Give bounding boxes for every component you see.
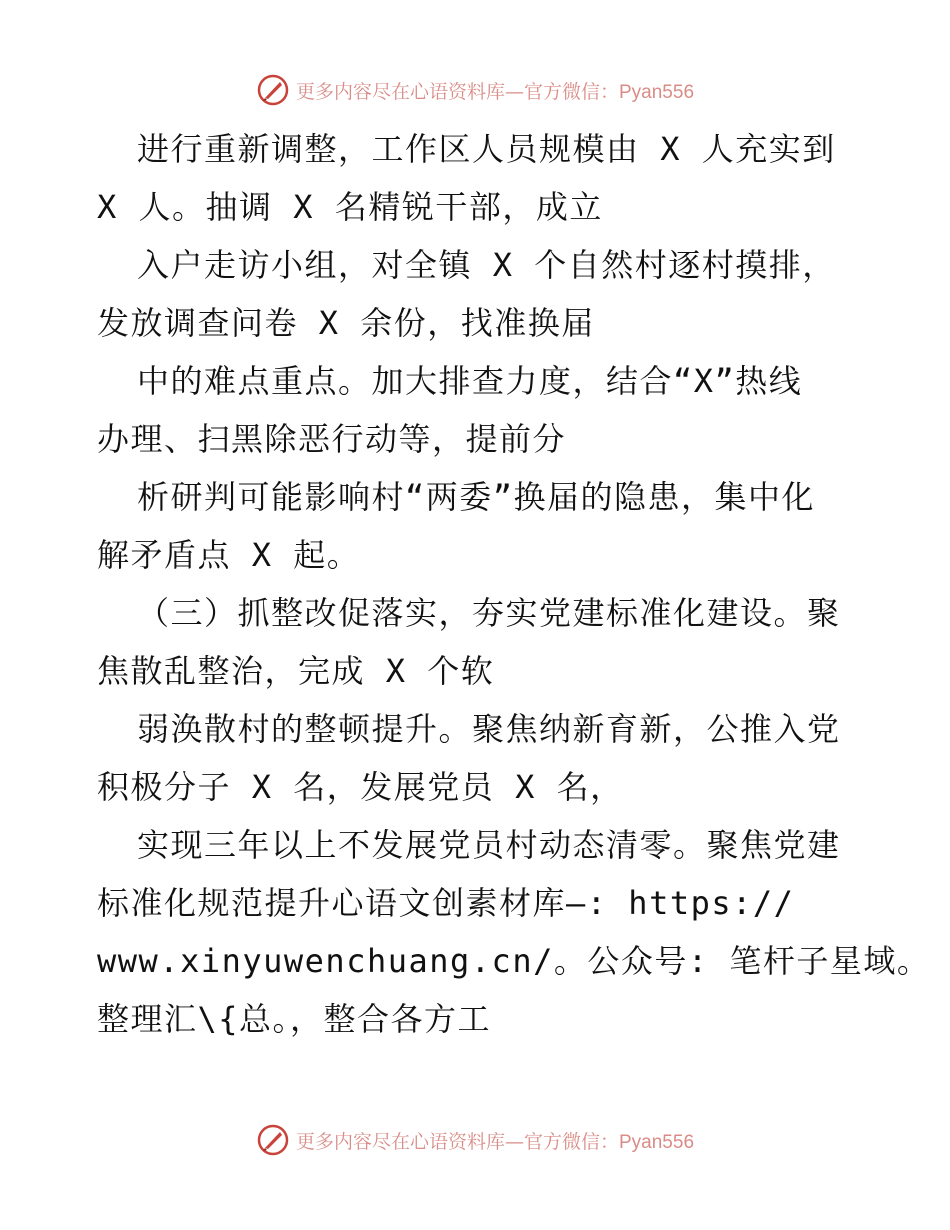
watermark-label: 更多内容尽在心语资料库—官方微信： [295, 1130, 619, 1153]
quill-pen-logo-icon [256, 73, 290, 107]
body-text-line: 入户走访小组，对全镇 X 个自然村逐村摸排， [137, 246, 836, 284]
body-text-line: 中的难点重点。加大排查力度，结合“X”热线 [137, 362, 803, 400]
body-text-line: 析研判可能影响村“两委”换届的隐患，集中化 [137, 478, 816, 516]
body-text-line: 焦散乱整治，完成 X 个软 [97, 652, 495, 690]
body-text-line: X 人。抽调 X 名精锐干部，成立 [97, 188, 603, 226]
watermark-text [296, 1127, 694, 1154]
watermark-wechat-id: Pyan556 [619, 81, 695, 103]
body-text-line: 办理、扫黑除恶行动等，提前分 [97, 420, 567, 458]
body-text-line: 标准化规范提升心语文创素材库—: https:// [97, 884, 795, 922]
body-text-line: 发放调查问卷 X 余份，找准换届 [97, 304, 595, 342]
body-text-line: （三）抓整改促落实，夯实党建标准化建设。聚 [137, 594, 841, 632]
body-text-line: 整理汇\{总。，整合各方工 [97, 1000, 492, 1038]
body-text-line: 弱涣散村的整顿提升。聚焦纳新育新，公推入党 [137, 710, 841, 748]
body-text-line: 进行重新调整，工作区人员规模由 X 人充实到 [137, 130, 836, 168]
watermark-text [296, 77, 694, 104]
body-text-line: 实现三年以上不发展党员村动态清零。聚焦党建 [137, 826, 841, 864]
quill-pen-logo-icon [256, 1123, 290, 1157]
body-text-line: www.xinyuwenchuang.cn/。公众号: 笔杆子星域。 [97, 942, 931, 980]
watermark-wechat-id: Pyan556 [619, 1131, 695, 1153]
body-text-line: 积极分子 X 名，发展党员 X 名， [97, 768, 624, 806]
document-body [97, 120, 931, 1048]
watermark-label: 更多内容尽在心语资料库—官方微信： [295, 80, 619, 103]
footer-watermark-banner [0, 1120, 950, 1160]
header-watermark-banner [0, 70, 950, 110]
body-text-line: 解矛盾点 X 起。 [97, 536, 361, 574]
